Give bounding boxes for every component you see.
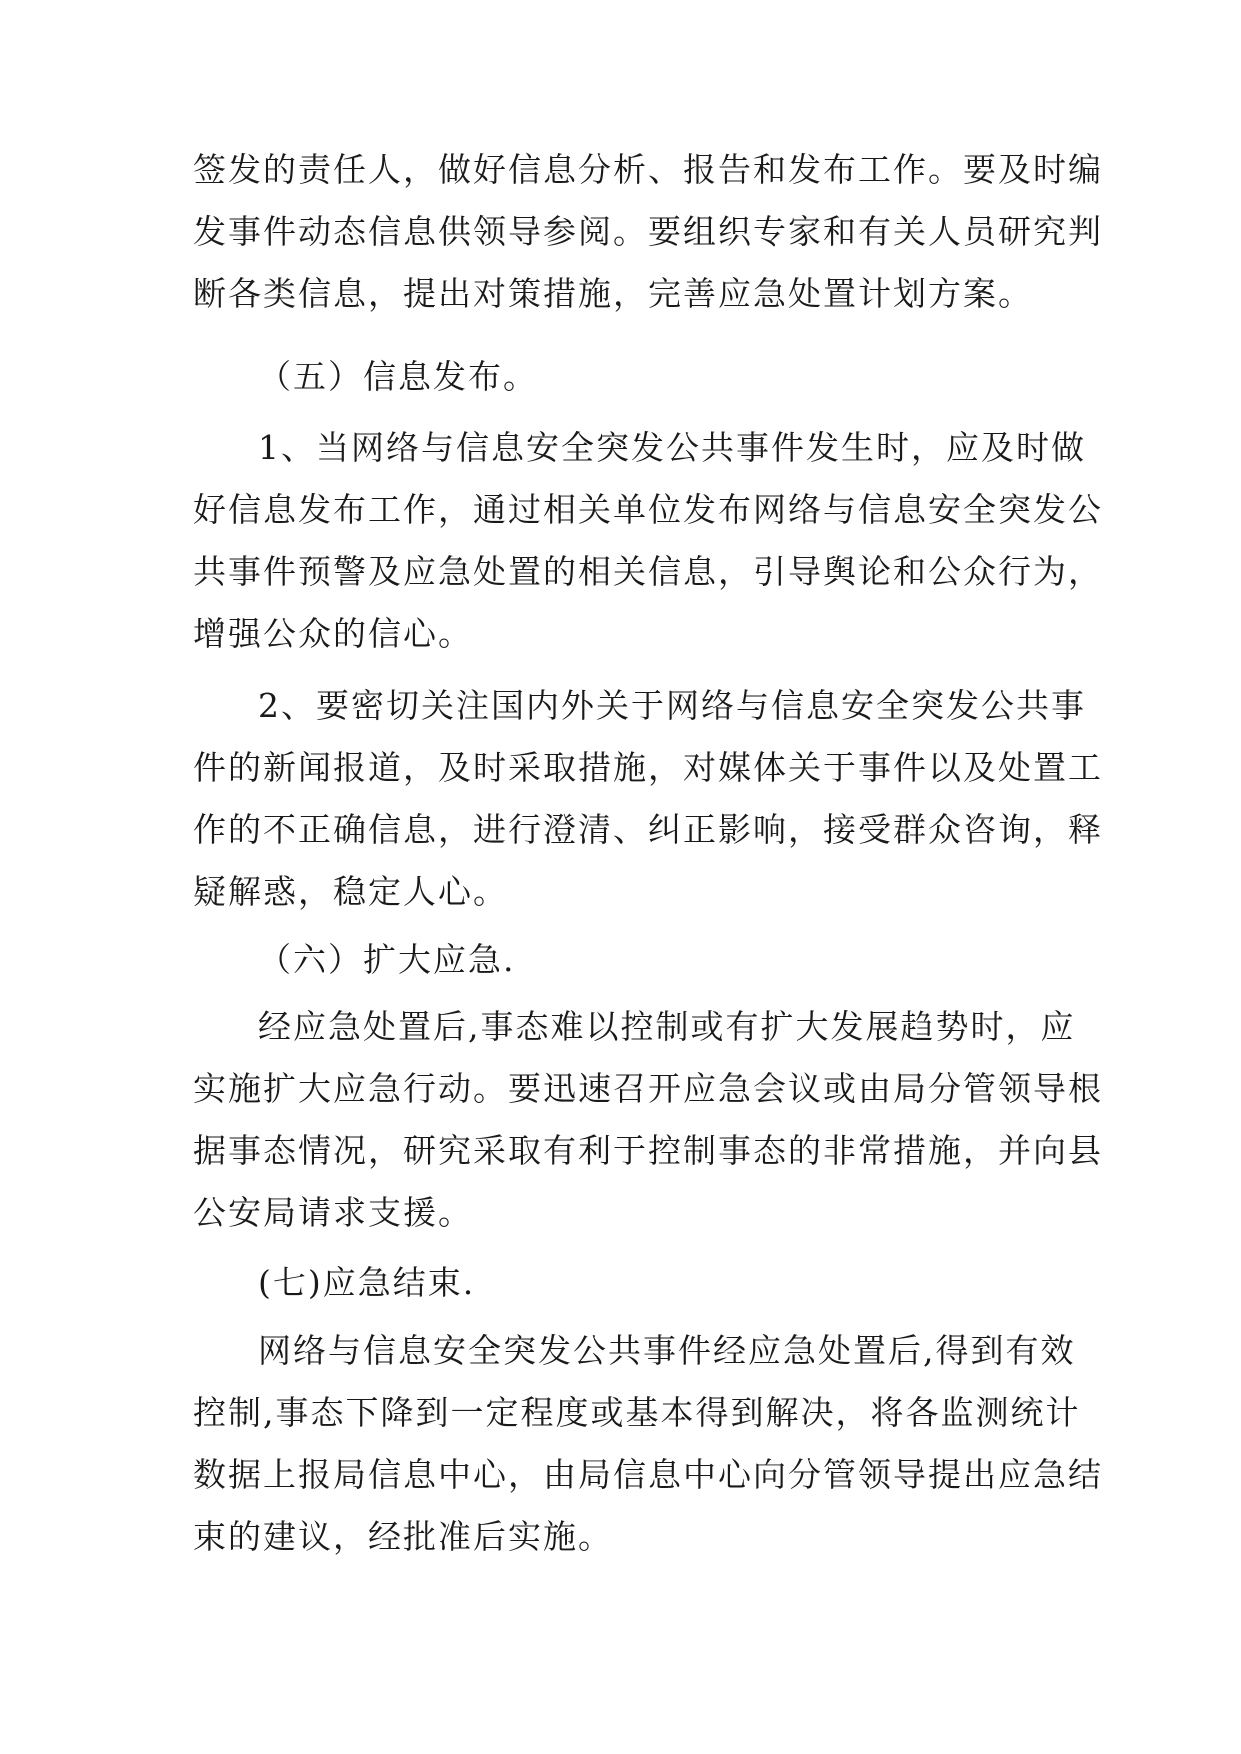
text-line: 增强公众的信心。 [193, 614, 473, 653]
text-line: 2、要密切关注国内外关于网络与信息安全突发公共事 [258, 686, 1086, 725]
text-line: 网络与信息安全突发公共事件经应急处置后,得到有效 [258, 1331, 1076, 1370]
section-heading: (七)应急结束. [258, 1263, 476, 1302]
text-line: 据事态情况，研究采取有利于控制事态的非常措施，并向县 [193, 1131, 1103, 1170]
text-line: 控制,事态下降到一定程度或基本得到解决，将各监测统计 [193, 1393, 1081, 1432]
text-line: 断各类信息，提出对策措施，完善应急处置计划方案。 [193, 274, 1033, 313]
text-line: 束的建议，经批准后实施。 [193, 1517, 613, 1556]
text-line: 好信息发布工作，通过相关单位发布网络与信息安全突发公 [193, 490, 1103, 529]
text-line: 实施扩大应急行动。要迅速召开应急会议或由局分管领导根 [193, 1069, 1103, 1108]
text-line: 经应急处置后,事态难以控制或有扩大发展趋势时，应 [258, 1007, 1076, 1046]
text-line: 数据上报局信息中心，由局信息中心向分管领导提出应急结 [193, 1455, 1103, 1494]
section-heading: （五）信息发布。 [258, 357, 538, 396]
section-heading: （六）扩大应急. [258, 940, 516, 979]
text-line: 共事件预警及应急处置的相关信息，引导舆论和公众行为， [193, 552, 1103, 591]
text-line: 疑解惑，稳定人心。 [193, 872, 508, 911]
text-line: 件的新闻报道，及时采取措施，对媒体关于事件以及处置工 [193, 748, 1103, 787]
text-line: 公安局请求支援。 [193, 1193, 473, 1232]
text-line: 发事件动态信息供领导参阅。要组织专家和有关人员研究判 [193, 212, 1103, 251]
text-line: 作的不正确信息，进行澄清、纠正影响，接受群众咨询，释 [193, 810, 1103, 849]
text-line: 1、当网络与信息安全突发公共事件发生时，应及时做 [258, 428, 1086, 467]
text-line: 签发的责任人，做好信息分析、报告和发布工作。要及时编 [193, 150, 1103, 189]
